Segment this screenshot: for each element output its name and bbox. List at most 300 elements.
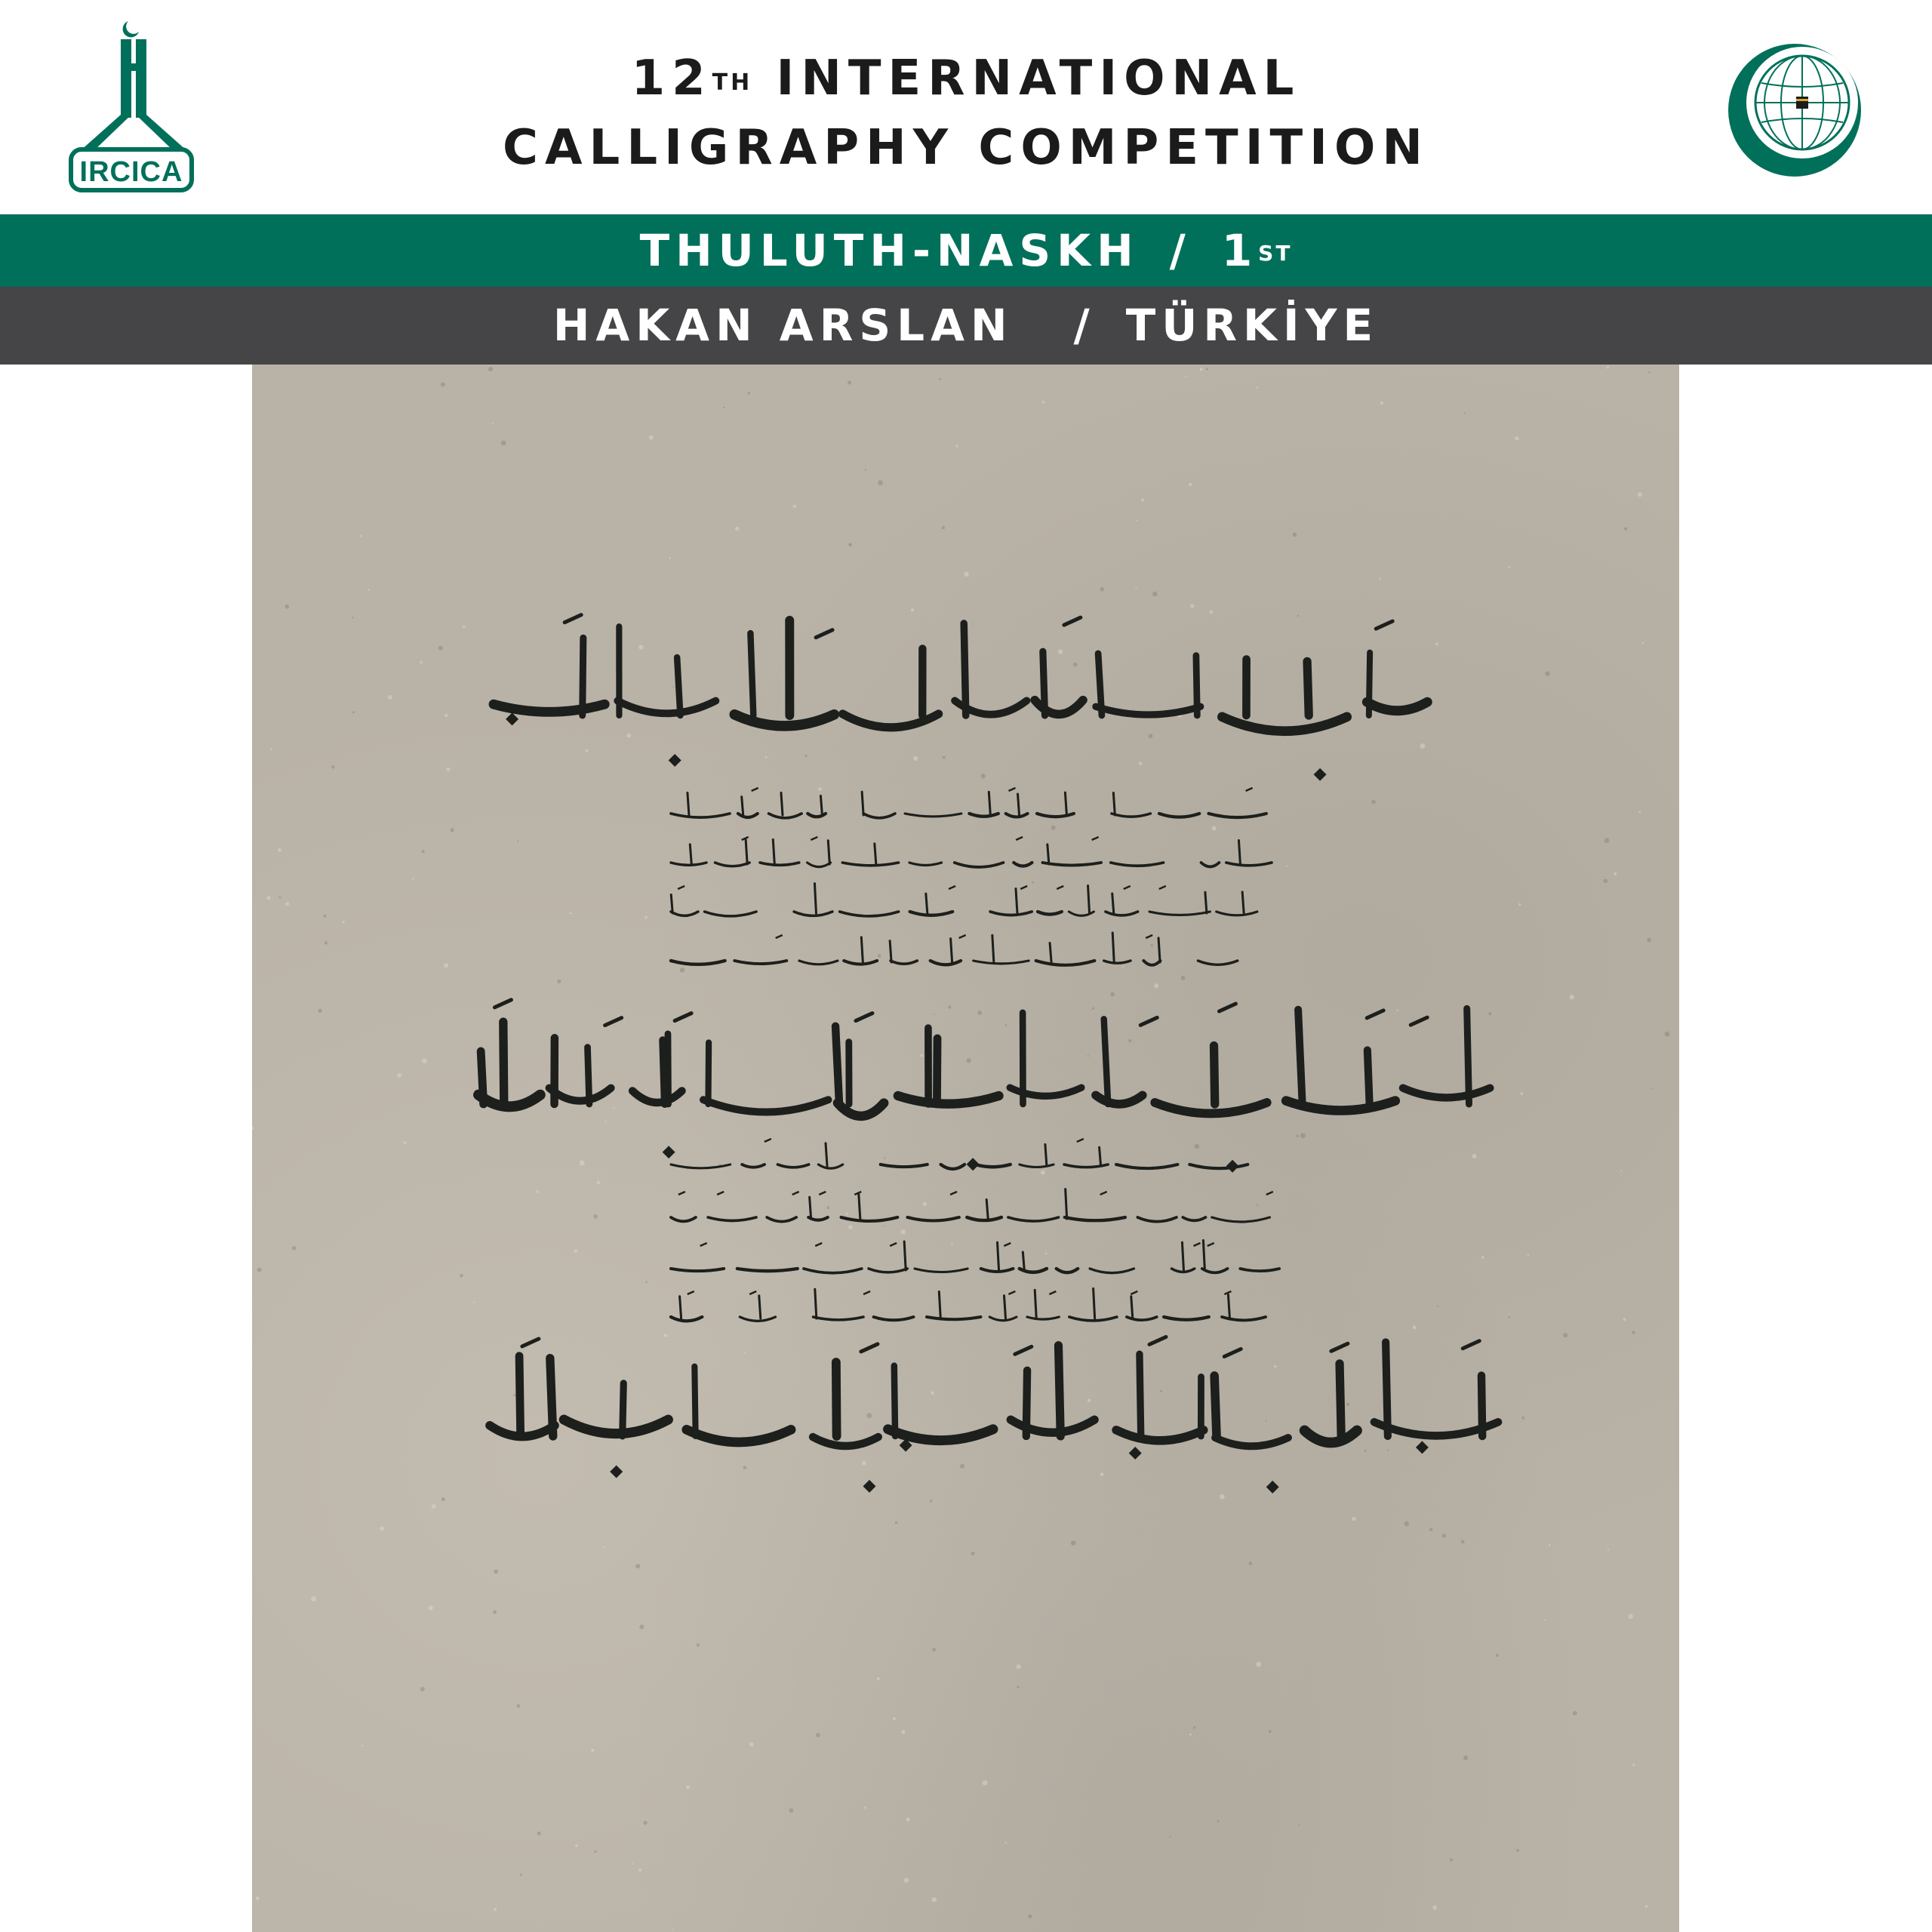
script-stroke bbox=[1016, 889, 1017, 913]
script-stroke bbox=[769, 814, 802, 818]
paper-fiber bbox=[594, 1850, 596, 1853]
script-stroke bbox=[828, 841, 829, 864]
artist-name: HAKAN ARSLAN bbox=[552, 300, 1014, 351]
category-label: THULUTH-NASKH bbox=[639, 225, 1140, 276]
script-mark bbox=[1194, 1243, 1201, 1246]
paper-fiber bbox=[1638, 492, 1642, 497]
paper-fiber bbox=[1632, 1331, 1635, 1334]
paper-fiber bbox=[983, 1780, 988, 1786]
paper-fiber bbox=[884, 1225, 885, 1226]
script-stroke bbox=[975, 1164, 1011, 1167]
paper-fiber bbox=[1527, 1254, 1529, 1256]
script-stroke bbox=[1035, 1290, 1036, 1318]
ircica-logo-text: IRCICA bbox=[79, 156, 183, 188]
paper-fiber bbox=[1181, 976, 1186, 980]
script-stroke bbox=[859, 1195, 860, 1219]
paper-fiber bbox=[422, 850, 425, 853]
script-mark bbox=[764, 1139, 771, 1142]
script-stroke bbox=[874, 1317, 914, 1320]
paper-fiber bbox=[1632, 1764, 1635, 1766]
script-stroke bbox=[826, 1143, 827, 1166]
script-stroke bbox=[915, 1269, 968, 1272]
paper-fiber bbox=[793, 505, 797, 509]
paper-fiber bbox=[488, 367, 493, 371]
script-stroke bbox=[1298, 1010, 1303, 1104]
paper-fiber bbox=[719, 1164, 721, 1165]
script-stroke bbox=[1201, 863, 1220, 866]
paper-fiber bbox=[1545, 671, 1550, 676]
script-dot bbox=[506, 712, 518, 725]
script-stroke bbox=[1116, 1164, 1177, 1168]
paper-fiber bbox=[368, 589, 370, 591]
paper-fiber bbox=[923, 1202, 927, 1206]
script-stroke bbox=[1242, 892, 1244, 913]
paper-fiber bbox=[638, 645, 643, 650]
script-stroke bbox=[981, 1269, 1014, 1272]
script-stroke bbox=[1090, 1269, 1134, 1273]
script-mark bbox=[700, 1243, 707, 1246]
paper-fiber bbox=[428, 1605, 432, 1610]
thuluth-line-1 bbox=[494, 615, 1427, 781]
paper-fiber bbox=[1189, 483, 1192, 486]
paper-fiber bbox=[1045, 1253, 1048, 1255]
script-stroke bbox=[888, 1429, 993, 1441]
script-stroke bbox=[708, 1042, 709, 1104]
script-stroke bbox=[862, 792, 863, 815]
script-mark bbox=[1064, 617, 1081, 625]
paper-fiber bbox=[1297, 614, 1300, 617]
script-stroke bbox=[836, 1362, 837, 1436]
paper-fiber bbox=[1604, 879, 1608, 884]
paper-fiber bbox=[901, 1730, 905, 1734]
paper-fiber bbox=[818, 787, 822, 791]
paper-fiber bbox=[1607, 1549, 1609, 1550]
script-stroke bbox=[564, 1420, 668, 1434]
paper-fiber bbox=[605, 1121, 607, 1122]
script-stroke bbox=[967, 1217, 1001, 1220]
script-stroke bbox=[1226, 863, 1272, 866]
paper-fiber bbox=[904, 1878, 909, 1882]
paper-fiber bbox=[591, 1749, 594, 1752]
paper-fiber bbox=[1461, 1540, 1465, 1544]
script-stroke bbox=[632, 1091, 682, 1103]
paper-fiber bbox=[463, 626, 465, 628]
paper-fiber bbox=[930, 1500, 932, 1502]
script-stroke bbox=[687, 1429, 791, 1442]
script-mark bbox=[1004, 1243, 1011, 1246]
paper-fiber bbox=[748, 392, 750, 394]
page-title bbox=[0, 44, 1932, 183]
script-dot bbox=[1416, 1441, 1429, 1454]
script-stroke bbox=[1467, 1008, 1469, 1104]
paper-fiber bbox=[1128, 1039, 1131, 1042]
naskh-line-b2 bbox=[671, 1189, 1273, 1222]
paper-fiber bbox=[906, 1817, 910, 1821]
artist-country: TÜRKİYE bbox=[1125, 300, 1380, 351]
paper-fiber bbox=[964, 572, 968, 577]
paper-fiber bbox=[1071, 1540, 1076, 1546]
script-stroke bbox=[813, 1317, 863, 1320]
paper-fiber bbox=[848, 1225, 852, 1229]
paper-fiber bbox=[445, 714, 448, 717]
header bbox=[0, 0, 1932, 214]
paper-fiber bbox=[604, 1546, 606, 1549]
script-stroke bbox=[1159, 814, 1199, 817]
script-mark bbox=[1159, 886, 1166, 889]
script-stroke bbox=[951, 939, 952, 962]
paper-fiber bbox=[638, 1869, 641, 1872]
script-stroke bbox=[861, 937, 863, 962]
script-stroke bbox=[1058, 1346, 1060, 1436]
paper-fiber bbox=[749, 1743, 754, 1747]
script-mark bbox=[1246, 788, 1253, 791]
script-mark bbox=[815, 1243, 822, 1246]
script-stroke bbox=[818, 1164, 842, 1168]
script-stroke bbox=[1215, 1438, 1288, 1446]
script-stroke bbox=[794, 912, 832, 915]
paper-fiber bbox=[285, 902, 289, 906]
paper-fiber bbox=[420, 661, 423, 664]
paper-fiber bbox=[444, 963, 448, 968]
script-stroke bbox=[715, 863, 749, 866]
paper-fiber bbox=[1058, 649, 1063, 654]
paper-fiber bbox=[1432, 1906, 1437, 1910]
script-mark bbox=[1092, 837, 1099, 840]
paper-fiber bbox=[1488, 1012, 1491, 1015]
paper-fiber bbox=[1004, 1842, 1006, 1844]
paper-fiber bbox=[1463, 1755, 1468, 1760]
script-stroke bbox=[1008, 1217, 1059, 1221]
script-stroke bbox=[503, 1022, 504, 1104]
paper-fiber bbox=[1481, 1256, 1484, 1258]
paper-fiber bbox=[1437, 1306, 1438, 1307]
script-dot bbox=[663, 1146, 675, 1158]
script-mark bbox=[776, 935, 783, 938]
paper-fiber bbox=[292, 1246, 297, 1251]
paper-fiber bbox=[911, 608, 914, 611]
script-stroke bbox=[671, 912, 698, 915]
script-stroke bbox=[1307, 661, 1309, 715]
script-stroke bbox=[1369, 653, 1370, 715]
paper-fiber bbox=[1464, 413, 1466, 414]
script-stroke bbox=[799, 961, 838, 964]
paper-fiber bbox=[1521, 1417, 1524, 1420]
paper-fiber bbox=[574, 1249, 577, 1253]
paper-fiber bbox=[1380, 401, 1383, 405]
paper-fiber bbox=[669, 558, 672, 560]
script-stroke bbox=[1065, 1217, 1125, 1220]
rank-ordinal: ST bbox=[1258, 241, 1293, 266]
script-stroke bbox=[1113, 792, 1115, 815]
paper-fiber bbox=[956, 445, 958, 447]
script-stroke bbox=[1214, 1046, 1215, 1104]
paper-fiber bbox=[325, 941, 328, 944]
script-stroke bbox=[587, 1048, 589, 1104]
script-stroke bbox=[813, 1437, 878, 1446]
paper-fiber bbox=[1628, 1614, 1633, 1620]
paper-fiber bbox=[1509, 1316, 1511, 1318]
paper-fiber bbox=[513, 1394, 515, 1396]
script-mark bbox=[749, 1291, 756, 1294]
script-stroke bbox=[1116, 1430, 1204, 1441]
paper-fiber bbox=[1017, 1664, 1021, 1669]
script-stroke bbox=[705, 912, 757, 916]
script-stroke bbox=[931, 961, 961, 964]
script-mark bbox=[1049, 1291, 1056, 1294]
script-stroke bbox=[1006, 814, 1028, 817]
paper-fiber bbox=[1220, 1494, 1225, 1500]
paper-fiber bbox=[1110, 992, 1115, 997]
script-stroke bbox=[1045, 1144, 1047, 1166]
naskh-line-a3 bbox=[671, 884, 1257, 916]
paper-fiber bbox=[1160, 1390, 1162, 1392]
paper-fiber bbox=[412, 878, 414, 880]
paper-fiber bbox=[256, 1897, 260, 1900]
paper-fiber bbox=[494, 1908, 497, 1911]
paper-fiber bbox=[1212, 826, 1217, 831]
paper-fiber bbox=[1170, 1835, 1171, 1837]
paper-fiber bbox=[980, 774, 985, 778]
script-stroke bbox=[694, 1367, 695, 1436]
paper-fiber bbox=[537, 1832, 541, 1835]
script-stroke bbox=[703, 1100, 828, 1112]
script-stroke bbox=[1367, 702, 1427, 711]
script-stroke bbox=[1149, 912, 1210, 915]
script-stroke bbox=[494, 704, 605, 712]
script-stroke bbox=[1050, 943, 1051, 962]
script-stroke bbox=[708, 1217, 756, 1220]
script-stroke bbox=[1112, 933, 1114, 962]
script-stroke bbox=[671, 1217, 696, 1221]
paper-fiber bbox=[931, 1897, 937, 1903]
paper-fiber bbox=[864, 1807, 866, 1809]
paper-fiber bbox=[404, 1141, 407, 1144]
script-mark bbox=[678, 1192, 685, 1195]
script-mark bbox=[792, 1192, 799, 1195]
category-separator: / bbox=[1169, 225, 1192, 276]
script-mark bbox=[565, 615, 581, 623]
script-stroke bbox=[891, 961, 917, 964]
paper-fiber bbox=[324, 915, 327, 918]
paper-fiber bbox=[1100, 1472, 1104, 1476]
script-mark bbox=[1411, 1017, 1427, 1025]
script-stroke bbox=[992, 935, 994, 962]
script-mark bbox=[605, 1018, 622, 1026]
script-stroke bbox=[842, 863, 898, 866]
script-dot bbox=[1266, 1481, 1279, 1494]
script-stroke bbox=[481, 1051, 483, 1104]
calligraphy-image bbox=[252, 365, 1679, 1932]
script-stroke bbox=[1131, 1297, 1133, 1318]
rank-label: 1 bbox=[1221, 225, 1259, 276]
paper-fiber bbox=[948, 1005, 951, 1008]
paper-fiber bbox=[878, 480, 883, 485]
script-stroke bbox=[998, 1242, 999, 1270]
script-stroke bbox=[671, 1164, 731, 1168]
script-stroke bbox=[1037, 814, 1074, 817]
paper-fiber bbox=[1028, 1915, 1032, 1918]
paper-fiber bbox=[1516, 1849, 1519, 1852]
script-stroke bbox=[1240, 1269, 1279, 1271]
paper-fiber bbox=[361, 1745, 363, 1746]
script-stroke bbox=[1104, 1019, 1108, 1104]
script-stroke bbox=[990, 912, 1032, 915]
paper-fiber bbox=[1352, 1517, 1355, 1521]
script-mark bbox=[816, 630, 832, 638]
paper-fiber bbox=[580, 1161, 585, 1166]
script-stroke bbox=[773, 840, 774, 864]
paper-fiber bbox=[593, 1214, 597, 1218]
script-mark bbox=[1131, 1291, 1137, 1294]
paper-fiber bbox=[1642, 642, 1644, 645]
script-stroke bbox=[974, 961, 1029, 964]
paper-fiber bbox=[960, 1464, 964, 1469]
script-mark bbox=[1146, 935, 1152, 938]
paper-fiber bbox=[1508, 566, 1510, 568]
script-stroke bbox=[1164, 1317, 1209, 1320]
script-mark bbox=[863, 1291, 870, 1294]
script-stroke bbox=[1127, 1317, 1157, 1320]
paper-fiber bbox=[900, 1229, 906, 1235]
script-stroke bbox=[688, 792, 689, 815]
script-stroke bbox=[1106, 912, 1138, 915]
paper-fiber bbox=[866, 1413, 872, 1418]
paper-fiber bbox=[1195, 1144, 1200, 1149]
script-stroke bbox=[835, 1026, 839, 1104]
thuluth-line-3 bbox=[490, 1337, 1498, 1493]
script-mark bbox=[959, 935, 966, 938]
paper-fiber bbox=[1520, 1092, 1523, 1095]
paper-fiber bbox=[1413, 1325, 1417, 1329]
script-stroke bbox=[740, 1317, 775, 1321]
script-stroke bbox=[781, 792, 783, 815]
script-stroke bbox=[1386, 1342, 1388, 1436]
category-band bbox=[0, 214, 1932, 287]
paper-fiber bbox=[1371, 800, 1375, 804]
paper-fiber bbox=[1186, 376, 1187, 377]
script-stroke bbox=[989, 1317, 1017, 1321]
paper-fiber bbox=[1190, 604, 1194, 608]
script-stroke bbox=[1027, 1317, 1059, 1319]
script-stroke bbox=[898, 1096, 999, 1104]
paper-fiber bbox=[1665, 1032, 1670, 1037]
paper-fiber bbox=[1296, 1135, 1298, 1137]
paper-fiber bbox=[878, 954, 881, 958]
script-stroke bbox=[1198, 961, 1237, 964]
paper-fiber bbox=[1141, 498, 1144, 501]
script-mark bbox=[752, 788, 758, 791]
paper-fiber bbox=[862, 1461, 866, 1466]
paper-fiber bbox=[1515, 436, 1518, 440]
script-mark bbox=[861, 1344, 878, 1352]
paper-fiber bbox=[680, 968, 685, 973]
script-stroke bbox=[750, 633, 753, 715]
paper-fiber bbox=[1420, 743, 1426, 749]
paper-fiber bbox=[1364, 1450, 1367, 1452]
paper-fiber bbox=[893, 1717, 896, 1720]
paper-fiber bbox=[257, 1268, 262, 1272]
script-stroke bbox=[863, 814, 895, 818]
paper-fiber bbox=[501, 441, 506, 446]
script-stroke bbox=[969, 814, 998, 817]
script-stroke bbox=[734, 961, 786, 964]
paper-fiber bbox=[1648, 372, 1650, 374]
paper-fiber bbox=[1623, 1318, 1626, 1321]
script-stroke bbox=[1367, 1050, 1370, 1104]
paper-fiber bbox=[920, 1054, 923, 1057]
paper-fiber bbox=[632, 1863, 633, 1865]
paper-fiber bbox=[1249, 1561, 1252, 1564]
script-mark bbox=[1367, 1011, 1383, 1018]
paper-fiber bbox=[343, 921, 345, 923]
paper-fiber bbox=[765, 756, 768, 758]
script-stroke bbox=[1202, 1269, 1228, 1272]
paper-fiber bbox=[743, 1352, 745, 1353]
paper-fiber bbox=[270, 748, 272, 750]
paper-fiber bbox=[932, 1647, 936, 1651]
script-mark bbox=[1077, 1139, 1084, 1142]
script-stroke bbox=[955, 863, 1004, 867]
paper-fiber bbox=[645, 1281, 648, 1284]
script-stroke bbox=[820, 796, 822, 815]
naskh-line-b3 bbox=[671, 1240, 1279, 1272]
paper-fiber bbox=[1614, 872, 1617, 875]
script-stroke bbox=[1238, 840, 1240, 864]
script-dot bbox=[1129, 1447, 1142, 1460]
paper-fiber bbox=[278, 848, 281, 852]
paper-fiber bbox=[279, 897, 281, 899]
script-stroke bbox=[1111, 863, 1164, 866]
script-stroke bbox=[804, 1269, 862, 1273]
paper-fiber bbox=[934, 1014, 935, 1015]
script-mark bbox=[1376, 621, 1392, 629]
script-stroke bbox=[1096, 1095, 1143, 1104]
script-mark bbox=[717, 1192, 724, 1195]
paper-fiber bbox=[735, 527, 739, 531]
script-stroke bbox=[1057, 1269, 1078, 1272]
script-stroke bbox=[1098, 654, 1102, 715]
naskh-line-b1 bbox=[671, 1139, 1247, 1169]
script-stroke bbox=[690, 844, 691, 864]
script-stroke bbox=[777, 1164, 808, 1168]
script-mark bbox=[949, 886, 955, 889]
script-stroke bbox=[767, 1217, 796, 1222]
script-mark bbox=[1149, 1337, 1166, 1344]
script-stroke bbox=[671, 814, 730, 817]
script-stroke bbox=[1069, 1317, 1117, 1321]
paper-fiber bbox=[1122, 966, 1124, 968]
script-stroke bbox=[1096, 706, 1201, 715]
paper-fiber bbox=[1154, 983, 1158, 988]
script-stroke bbox=[894, 1366, 895, 1436]
paper-fiber bbox=[643, 1821, 647, 1825]
script-stroke bbox=[617, 701, 715, 714]
paper-fiber bbox=[1545, 1619, 1546, 1620]
paper-fiber bbox=[1624, 528, 1627, 531]
script-stroke bbox=[623, 1383, 624, 1436]
paper-fiber bbox=[877, 1677, 880, 1680]
paper-fiber bbox=[1346, 1403, 1349, 1406]
paper-fiber bbox=[1092, 1008, 1094, 1010]
paper-fiber bbox=[1604, 838, 1609, 842]
script-stroke bbox=[1018, 794, 1020, 815]
thuluth-line-2 bbox=[478, 1000, 1490, 1173]
paper-fiber bbox=[1209, 611, 1213, 614]
script-stroke bbox=[908, 1217, 959, 1220]
script-mark bbox=[678, 886, 685, 889]
paper-fiber bbox=[1088, 1055, 1089, 1057]
script-stroke bbox=[1140, 1354, 1141, 1436]
